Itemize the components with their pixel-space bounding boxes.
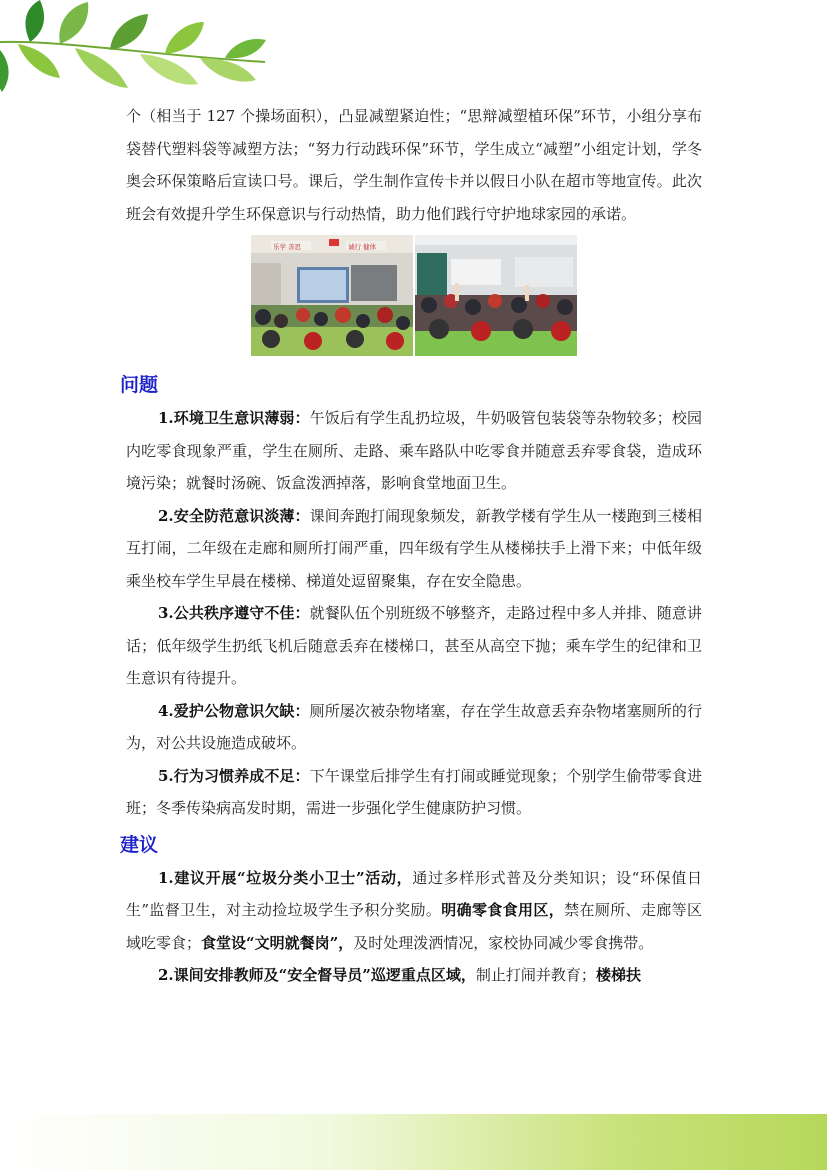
problem-title: 4.爱护公物意识欠缺： <box>158 701 310 720</box>
photo-row <box>126 235 702 356</box>
suggestion-bold: 食堂设“文明就餐岗”， <box>201 933 354 952</box>
suggestions-heading: 建议 <box>120 833 159 856</box>
suggestion-text: 及时处理泼洒情况，家校协同减少零食携带。 <box>353 933 654 952</box>
banner-right-text: 诚行 健体 <box>348 243 377 251</box>
banner-left-text: 乐学 善思 <box>273 243 302 251</box>
problem-text: 课间奔跑打闹现象频发，新教学楼有学生从一楼跑到三楼相互打闹，二年级在走廊和厕所打闹严重，四年级有学生从楼梯扶手上滑下来；中低年级乘坐校车学生早晨在楼梯、梯道处逗留聚集，存在安全隐患。 <box>126 506 702 590</box>
problem-item <box>126 500 702 598</box>
suggestion-item <box>126 862 702 960</box>
problem-item <box>126 597 702 695</box>
problem-text: 就餐队伍个别班级不够整齐，走路过程中多人并排、随意讲话；低年级学生扔纸飞机后随意丢弃在楼梯口，甚至从高空下抛；乘车学生的纪律和卫生意识有待提升。 <box>126 604 702 687</box>
footer-gradient-band <box>0 1114 827 1170</box>
problem-title: 1.环境卫生意识薄弱： <box>158 409 310 427</box>
document-body <box>120 100 703 992</box>
problem-text: 厕所屡次被杂物堵塞，存在学生故意丢弃杂物堵塞厕所的行为，对公共设施造成破坏。 <box>126 701 702 752</box>
suggestion-bold: 明确零食食用区， <box>441 901 565 919</box>
suggestion-bold: 2.课间安排教师及“安全督导员”巡逻重点区域， <box>158 966 476 984</box>
problem-item <box>126 402 702 500</box>
problem-text: 下午课堂后排学生有打闹或睡觉现象；个别学生偷带零食进班；冬季传染病高发时期，需进一步强化学生健康防护习惯。 <box>126 766 702 817</box>
problem-text: 午饭后有学生乱扔垃圾，牛奶吸管包装袋等杂物较多；校园内吃零食现象严重，学生在厕所、走路、乘车路队中吃零食并随意丢弃零食袋，造成环境污染；就餐时汤碗、饭盒泼洒掉落，影响食堂地面卫生。 <box>126 409 702 492</box>
problems-heading: 问题 <box>120 374 159 396</box>
suggestion-text: 制止打闹并教育； <box>475 966 596 984</box>
problem-title: 5.行为习惯养成不足： <box>158 766 310 785</box>
classroom-photo-1 <box>251 235 413 356</box>
suggestion-text: 通过多样形式普及分类知识；设“环保值日生”监督卫生，对主动捡垃圾学生予积分奖励。 <box>126 868 703 919</box>
suggestion-text: 禁在厕所、走廊等区域吃零食； <box>126 901 702 952</box>
classroom-photo-2 <box>415 235 577 356</box>
suggestion-item <box>126 959 702 992</box>
problem-title: 3.公共秩序遵守不佳： <box>158 604 310 622</box>
problem-item <box>126 760 702 825</box>
suggestion-bold: 1.建议开展“垃圾分类小卫士”活动， <box>158 868 413 887</box>
suggestion-bold: 楼梯扶 <box>595 966 641 984</box>
problem-title: 2.安全防范意识淡薄： <box>158 506 310 525</box>
problem-item <box>126 695 702 760</box>
leaf-decoration <box>0 0 300 100</box>
intro-paragraph: 个（相当于 127 个操场面积），凸显减塑紧迫性；“思辩减塑植环保”环节，小组分享布袋替代塑料袋等减塑方法；“努力行动践环保”环节，学生成立“减塑”小组定计划，学冬奥会环保策略后宣读口号。课后，学生制作宣传卡并以假日小队在超市等地宣传。此次班会有效提升学生环保意识与行动热情，助力他们践行守护地球家园的承诺。 <box>126 107 702 223</box>
